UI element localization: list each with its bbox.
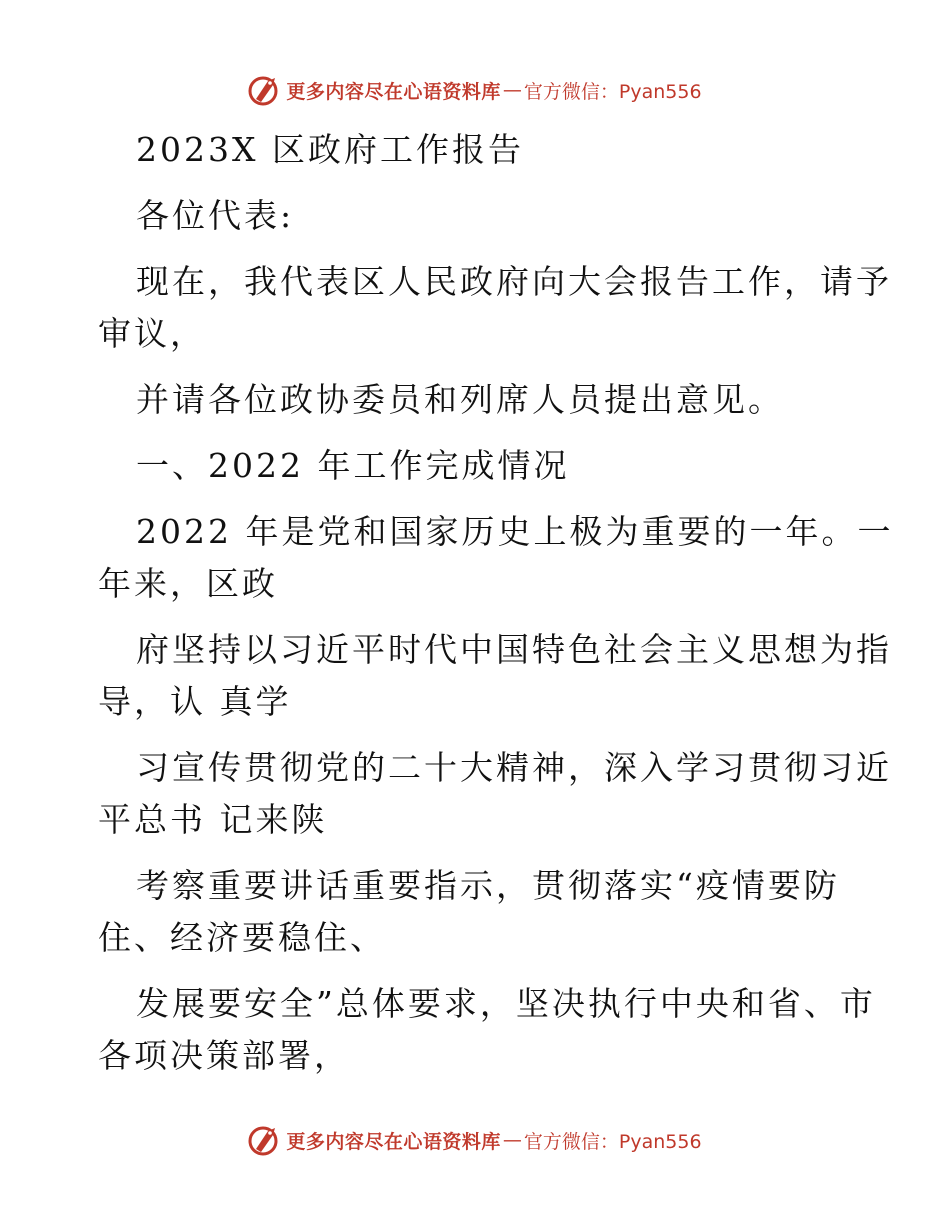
document-line: 各项决策部署， — [98, 1036, 350, 1075]
document-line: 住、经济要稳住、 — [98, 918, 386, 957]
header-watermark — [0, 70, 950, 110]
pen-nib-logo-icon — [248, 73, 282, 107]
document-line: 审议， — [98, 314, 206, 353]
watermark-separator: — — [502, 1129, 522, 1151]
document-line: 2022 年是党和国家历史上极为重要的一年。一 — [136, 512, 894, 551]
document-line: 一、2022 年工作完成情况 — [136, 446, 570, 485]
document-line: 2023X 区政府工作报告 — [136, 130, 524, 169]
document-line: 府坚持以习近平时代中国特色社会主义思想为指 — [136, 630, 892, 669]
pen-nib-logo-icon — [248, 1123, 282, 1157]
document-line: 现在，我代表区人民政府向大会报告工作，请予 — [136, 262, 892, 301]
paragraph-gap — [98, 846, 858, 860]
paragraph-gap — [98, 728, 858, 742]
paragraph-gap — [98, 426, 858, 440]
document-line: 年来，区政 — [98, 564, 278, 603]
paragraph-gap — [98, 964, 858, 978]
watermark-separator: — — [502, 79, 522, 101]
paragraph-gap — [98, 360, 858, 374]
watermark-site-text: 更多内容尽在心语资料库 — [286, 1130, 501, 1153]
footer-watermark — [0, 1120, 950, 1160]
document-line: 考察重要讲话重要指示，贯彻落实“疫情要防 — [136, 866, 840, 905]
document-line: 习宣传贯彻党的二十大精神，深入学习贯彻习近 — [136, 748, 892, 787]
watermark-contact: 官方微信：Pyan556 — [523, 1130, 702, 1153]
watermark-contact: 官方微信：Pyan556 — [523, 80, 702, 103]
document-line: 平总书 记来陕 — [98, 800, 328, 839]
watermark-site-text: 更多内容尽在心语资料库 — [286, 80, 501, 103]
document-line: 发展要安全”总体要求，坚决执行中央和省、市 — [136, 984, 876, 1023]
document-body — [98, 124, 894, 1082]
document-line: 各位代表: — [136, 196, 295, 235]
paragraph-gap — [98, 176, 858, 190]
document-line: 并请各位政协委员和列席人员提出意见。 — [136, 380, 784, 419]
paragraph-gap — [98, 610, 858, 624]
paragraph-gap — [98, 492, 858, 506]
paragraph-gap — [98, 242, 858, 256]
document-line: 导，认 真学 — [98, 682, 292, 721]
